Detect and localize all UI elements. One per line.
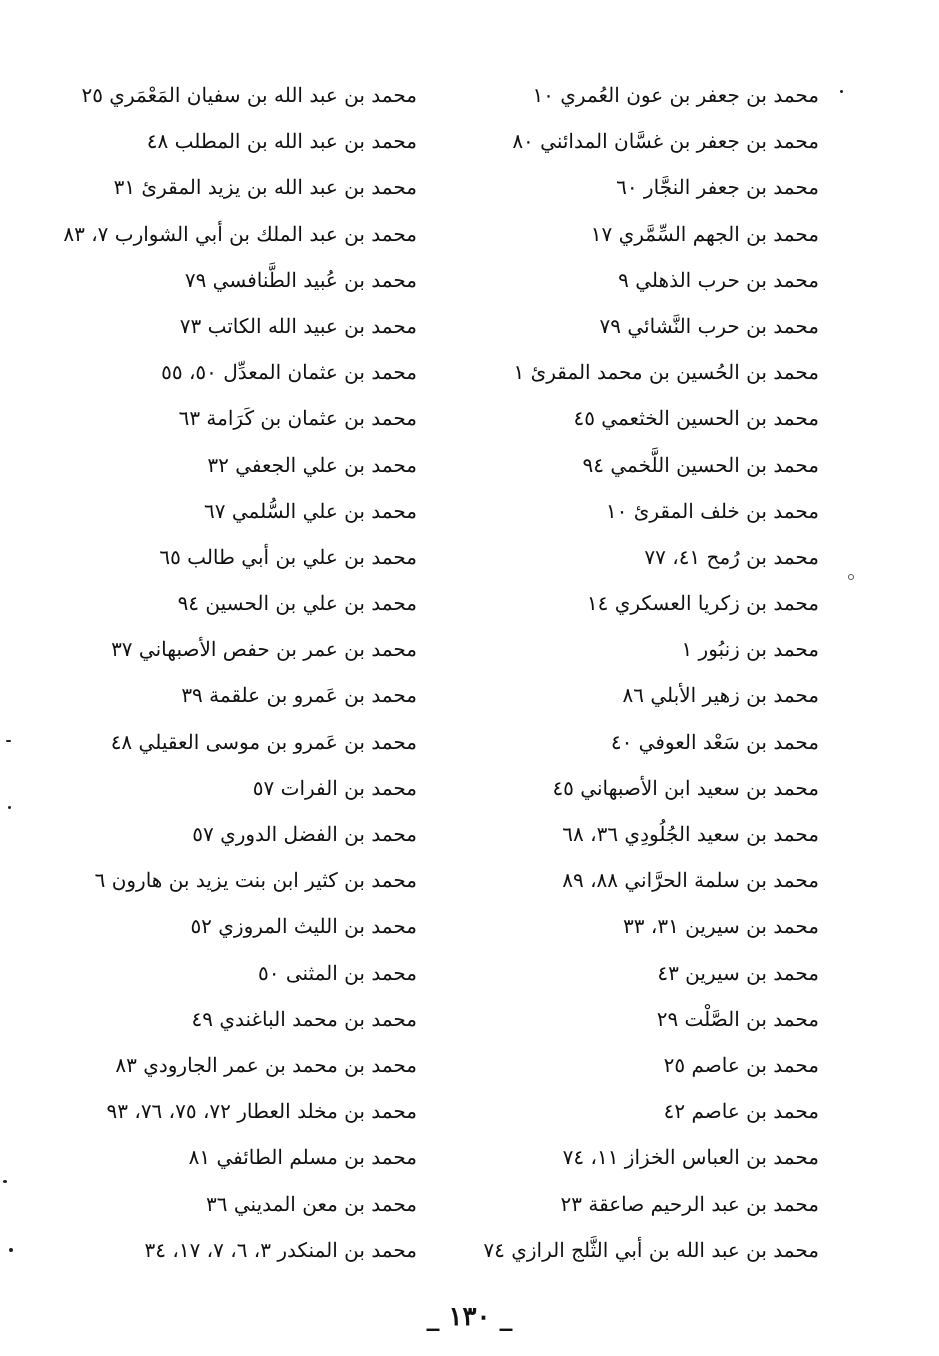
scan-speck [3,1180,7,1183]
index-entry: محمد بن محمد الباغندي ٤٩ [191,1006,417,1031]
index-entry: محمد بن سعيد الجُلُودِي ٣٦، ٦٨ [562,822,819,846]
index-entry: محمد بن المثنى ٥٠ [258,960,417,985]
index-entry: محمد بن سَعْد العوفي ٤٠ [610,729,819,754]
index-entry: محمد بن معن المديني ٣٦ [206,1191,417,1216]
index-entry: محمد بن الصَّلْت ٢٩ [656,1006,819,1031]
index-entry: محمد بن حرب الذهلي ٩ [618,267,819,292]
index-entry: محمد بن عثمان المعدِّل ٥٠، ٥٥ [161,360,417,385]
index-column-left [0,72,417,1273]
index-entry: محمد بن علي بن الحسين ٩٤ [177,591,417,616]
index-entry: محمد بن جعفر النجَّار ٦٠ [616,175,819,200]
page-number: _ ١٣٠ _ [426,1302,513,1332]
index-entry: محمد بن كثير ابن بنت يزيد بن هارون ٦ [94,868,417,893]
scan-speck [8,806,11,809]
index-entry: محمد بن الليث المروزي ٥٢ [190,914,417,939]
index-entry: محمد بن الحسين اللَّخمي ٩٤ [582,452,819,477]
index-entry: محمد بن عبد الله بن سفيان المَعْمَري ٢٥ [81,83,417,107]
index-entry: محمد بن زنبُور ١ [681,637,819,662]
index-entry: محمد بن حرب النَّشائي ٧٩ [599,313,819,338]
index-entry: محمد بن خلف المقرئ ١٠ [605,498,819,523]
index-entry: محمد بن عَمرو بن علقمة ٣٩ [181,683,417,708]
scan-speck [848,574,854,580]
index-entry: محمد بن جعفر بن غسَّان المدائني ٨٠ [512,129,819,154]
index-entry: محمد بن عَمرو بن موسى العقيلي ٤٨ [110,729,417,754]
index-entry: محمد بن عبد الرحيم صاعقة ٢٣ [560,1191,819,1216]
index-entry: محمد بن علي بن أبي طالب ٦٥ [159,544,417,569]
index-entry: محمد بن عبد الملك بن أبي الشوارب ٧، ٨٣ [63,221,417,246]
index-entry: محمد بن عثمان بن كَرَامة ٦٣ [178,406,417,431]
index-entry: محمد بن سيرين ٤٣ [657,960,819,985]
index-entry: محمد بن علي السُّلمي ٦٧ [204,498,417,523]
index-entry: محمد بن عبد الله بن المطلب ٤٨ [146,129,417,154]
index-entry: محمد بن الفرات ٥٧ [252,775,417,800]
scan-speck [6,740,11,742]
index-column-right [419,72,819,1273]
index-entry: محمد بن عبد الله بن يزيد المقرئ ٣١ [113,175,417,200]
index-entry: محمد بن عبد الله بن أبي الثَّلج الرازي ٧٤ [483,1237,819,1262]
index-entry: محمد بن سيرين ٣١، ٣٣ [623,914,819,939]
index-entry: محمد بن سلمة الحرَّاني ٨٨، ٨٩ [562,868,819,893]
index-entry: محمد بن المنكدر ٣، ٦، ٧، ١٧، ٣٤ [144,1237,417,1262]
index-entry: محمد بن الحسين الخثعمي ٤٥ [573,406,819,431]
index-entry: محمد بن عمر بن حفص الأصبهاني ٣٧ [111,637,417,662]
index-entry: محمد بن مخلد العطار ٧٢، ٧٥، ٧٦، ٩٣ [106,1099,417,1124]
index-entry: محمد بن جعفر بن عون العُمري ١٠ [532,83,819,107]
index-entry: محمد بن رُمح ٤١، ٧٧ [644,544,819,569]
index-entry: محمد بن زهير الأبلي ٨٦ [622,683,819,708]
index-entry: محمد بن محمد بن عمر الجارودي ٨٣ [115,1052,417,1077]
index-entry: محمد بن الفضل الدوري ٥٧ [192,822,417,846]
index-entry: محمد بن العباس الخزاز ١١، ٧٤ [562,1145,819,1170]
index-entry: محمد بن الجهم السِّمَّري ١٧ [590,221,819,246]
index-entry: محمد بن سعيد ابن الأصبهاني ٤٥ [552,775,819,800]
index-entry: محمد بن زكريا العسكري ١٤ [586,591,819,616]
scan-speck [9,1248,13,1252]
index-entry: محمد بن عاصم ٤٢ [663,1099,819,1124]
index-entry: محمد بن عبيد الله الكاتب ٧٣ [179,313,417,338]
index-entry: محمد بن علي الجعفي ٣٢ [207,452,417,477]
index-entry: محمد بن عاصم ٢٥ [663,1052,819,1077]
index-entry: محمد بن الحُسين بن محمد المقرئ ١ [513,360,819,385]
index-entry: محمد بن مسلم الطائفي ٨١ [188,1145,417,1170]
index-entry: محمد بن عُبيد الطَّنافسي ٧٩ [184,267,417,292]
scan-speck [840,90,843,93]
